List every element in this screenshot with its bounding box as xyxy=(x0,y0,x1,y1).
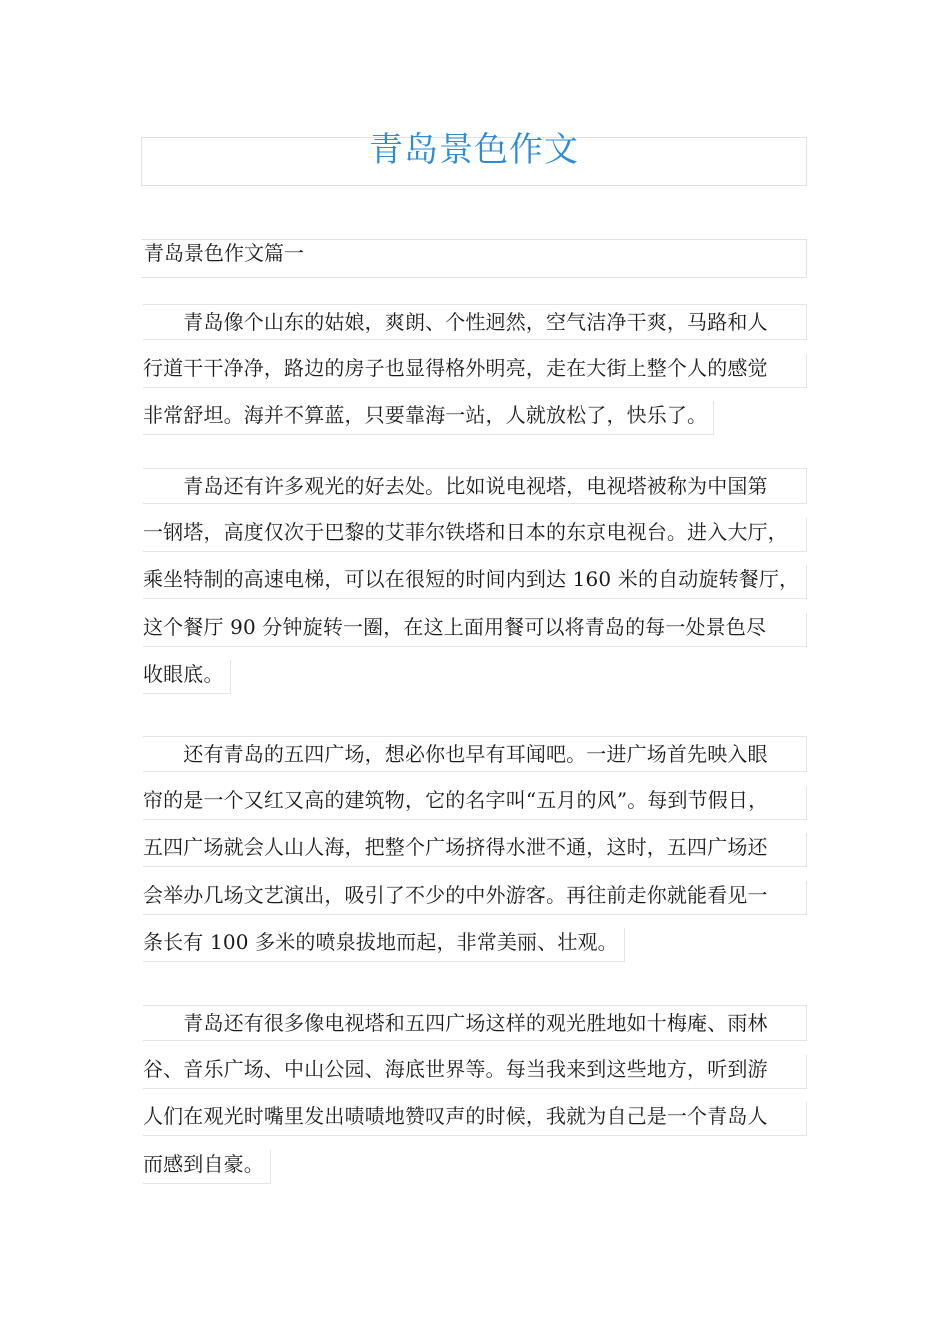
paragraph-line: 人们在观光时嘴里发出啧啧地赞叹声的时候，我就为自己是一个青岛人 xyxy=(143,1102,807,1136)
paragraph-line: 而感到自豪。 xyxy=(143,1150,271,1184)
paragraph-line: 收眼底。 xyxy=(143,660,231,694)
paragraph-4 xyxy=(143,1005,807,1201)
paragraph-line: 会举办几场文艺演出，吸引了不少的中外游客。再往前走你就能看见一 xyxy=(143,881,807,915)
paragraph-line: 非常舒坦。海并不算蓝，只要靠海一站，人就放松了，快乐了。 xyxy=(143,401,714,435)
paragraph-line: 帘的是一个又红又高的建筑物，它的名字叫“五月的风”。每到节假日， xyxy=(143,786,807,820)
paragraph-line: 一钢塔，高度仅次于巴黎的艾菲尔铁塔和日本的东京电视台。进入大厅， xyxy=(143,518,807,552)
paragraph-line: 条长有 100 多米的喷泉拔地而起，非常美丽、壮观。 xyxy=(143,928,625,962)
paragraph-line: 行道干干净净，路边的房子也显得格外明亮，走在大街上整个人的感觉 xyxy=(143,354,807,388)
paragraph-line: 青岛还有许多观光的好去处。比如说电视塔，电视塔被称为中国第 xyxy=(143,468,807,504)
paragraph-line: 乘坐特制的高速电梯，可以在很短的时间内到达 160 米的自动旋转餐厅， xyxy=(143,565,807,599)
paragraph-line: 这个餐厅 90 分钟旋转一圈，在这上面用餐可以将青岛的每一处景色尽 xyxy=(143,613,807,647)
paragraph-line: 青岛还有很多像电视塔和五四广场这样的观光胜地如十梅庵、雨林 xyxy=(143,1005,807,1041)
paragraph-3 xyxy=(143,736,807,980)
title-box xyxy=(141,130,807,186)
paragraph-line: 还有青岛的五四广场，想必你也早有耳闻吧。一进广场首先映入眼 xyxy=(143,736,807,772)
section-heading-box xyxy=(141,239,807,278)
section-heading: 青岛景色作文篇一 xyxy=(144,241,304,265)
paragraph-line: 青岛像个山东的姑娘，爽朗、个性迥然，空气洁净干爽，马路和人 xyxy=(143,304,807,340)
document-title: 青岛景色作文 xyxy=(369,130,579,170)
paragraph-line: 谷、音乐广场、中山公园、海底世界等。每当我来到这些地方，听到游 xyxy=(143,1055,807,1089)
paragraph-line: 五四广场就会人山人海，把整个广场挤得水泄不通，这时，五四广场还 xyxy=(143,833,807,867)
paragraph-1 xyxy=(143,304,807,453)
paragraph-2 xyxy=(143,468,807,712)
